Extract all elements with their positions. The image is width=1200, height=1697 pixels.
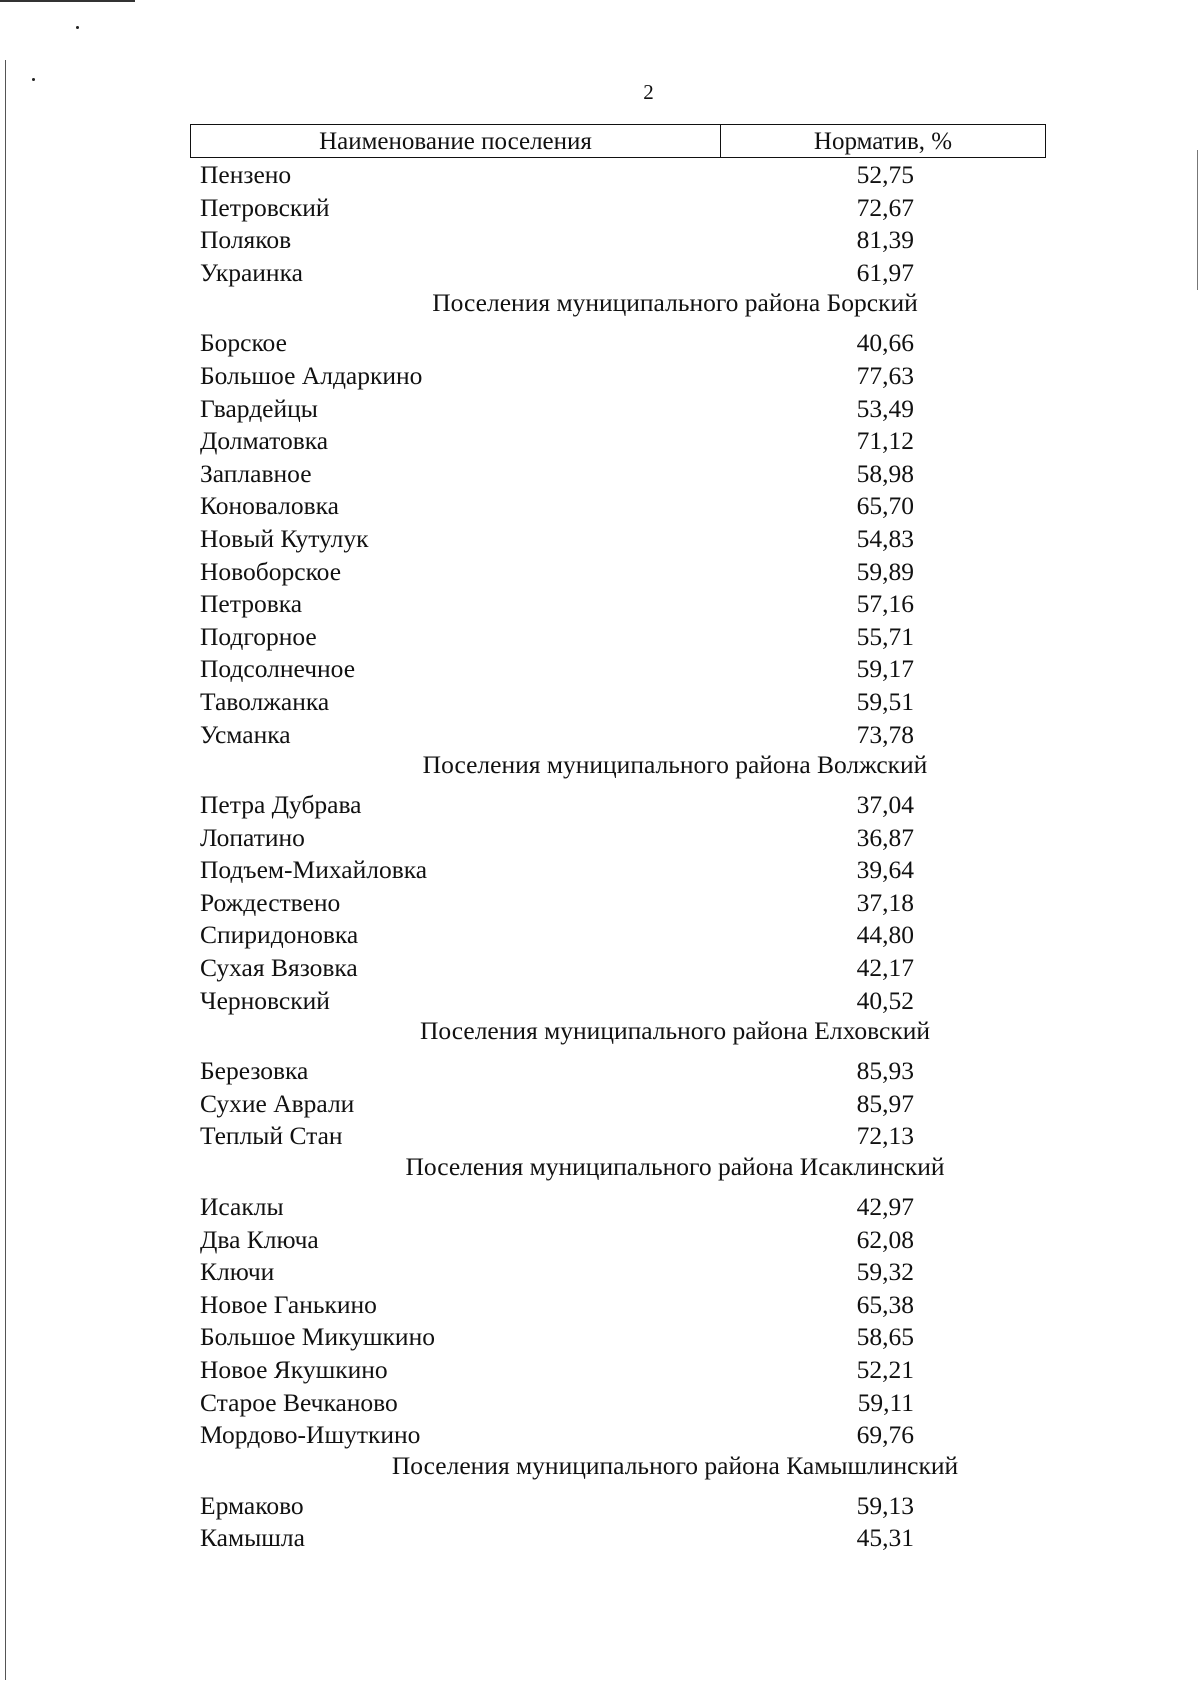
norm-value: 42,17 [856,953,914,983]
settlement-name: Усманка [200,719,291,749]
settlement-name: Петра Дубрава [200,790,362,820]
table-row [0,457,1200,490]
settlement-name: Новое Якушкино [200,1355,388,1384]
norm-value: 65,38 [856,1289,914,1319]
table-row [0,424,1200,457]
table-row [0,1119,1200,1152]
settlement-name: Новое Ганькино [200,1289,377,1319]
table-row [0,326,1200,359]
table-row [0,1418,1200,1451]
norm-value: 58,98 [856,458,914,488]
norm-value: 72,13 [856,1121,914,1151]
table-row [0,489,1200,522]
settlement-name: Ермаково [200,1490,304,1520]
norm-value: 37,18 [856,887,914,917]
district-heading [0,288,1200,326]
table-header [190,124,1046,158]
table-row [0,984,1200,1017]
settlement-name: Гвардейцы [200,393,318,423]
norm-value: 85,97 [856,1088,914,1118]
norm-value: 45,31 [856,1523,914,1553]
table-row [0,918,1200,951]
table-row [0,522,1200,555]
table-row [0,1320,1200,1353]
settlement-name: Старое Вечканово [200,1387,398,1417]
table-row [0,1288,1200,1321]
table-row [0,718,1200,751]
norm-value: 71,12 [856,426,914,456]
table-row [0,1190,1200,1223]
settlement-name: Сухая Вязовка [200,953,358,983]
settlement-name: Исаклы [200,1192,284,1222]
settlement-name: Черновский [200,985,330,1015]
norm-value: 57,16 [856,589,914,619]
table-row [0,1521,1200,1554]
norm-value: 40,66 [856,328,914,358]
district-heading-text: Поселения муниципального района Елховский [419,1016,931,1046]
scan-speck [76,26,79,29]
settlement-name: Сухие Аврали [200,1088,355,1118]
norm-value: 69,76 [856,1420,914,1450]
settlement-name: Подгорное [200,621,317,651]
settlement-name: Заплавное [200,458,312,488]
settlement-name: Новоборское [200,556,342,586]
settlement-name: Поляков [200,225,292,255]
district-heading-text: Поселения муниципального района Волжский [422,750,928,780]
norm-value: 42,97 [856,1192,914,1222]
table-row [0,652,1200,685]
table-row [0,1087,1200,1120]
settlement-name: Подсолнечное [200,654,356,684]
norm-value: 52,21 [856,1355,914,1384]
settlement-name: Теплый Стан [200,1121,343,1151]
norm-value: 36,87 [856,822,914,852]
table-row [0,1223,1200,1256]
settlement-name: Борское [200,328,287,358]
settlement-name: Новый Кутулук [200,523,369,553]
settlement-name: Пензено [200,160,292,189]
table-row [0,886,1200,919]
norm-value: 59,17 [856,654,914,684]
norm-value: 55,71 [856,621,914,651]
settlement-name: Большое Алдаркино [200,360,423,390]
page-number: 2 [643,80,654,104]
table-row [0,1386,1200,1419]
table-row [0,1255,1200,1288]
table-row [0,685,1200,718]
table-row [0,788,1200,821]
table-row [0,223,1200,256]
norm-value: 59,89 [856,556,914,586]
norm-value: 58,65 [856,1322,914,1352]
district-heading [0,1016,1200,1054]
header-settlement-name: Наименование поселения [191,125,721,157]
scan-top-rule [0,0,135,2]
norm-value: 85,93 [856,1056,914,1086]
settlement-name: Большое Микушкино [200,1322,435,1352]
settlement-table-body [0,158,1200,1554]
settlement-name: Коноваловка [200,491,339,521]
district-heading [0,1152,1200,1190]
table-row [0,1054,1200,1087]
table-row [0,256,1200,289]
settlement-name: Украинка [200,257,303,287]
norm-value: 52,75 [856,160,914,189]
norm-value: 39,64 [856,855,914,885]
table-row [0,620,1200,653]
norm-value: 73,78 [856,719,914,749]
settlement-name: Мордово-Ишуткино [200,1420,421,1450]
table-row [0,821,1200,854]
table-row [0,392,1200,425]
settlement-name: Таволжанка [200,686,330,716]
header-norm-percent: Норматив, % [813,127,953,155]
norm-value: 59,11 [857,1387,914,1417]
table-row [0,853,1200,886]
norm-value: 65,70 [856,491,914,521]
norm-value: 62,08 [856,1224,914,1254]
norm-value: 40,52 [856,985,914,1015]
norm-value: 53,49 [856,393,914,423]
norm-value: 54,83 [856,523,914,553]
table-row [0,158,1200,191]
table-row [0,359,1200,392]
settlement-name: Два Ключа [200,1224,319,1254]
district-heading-text: Поселения муниципального района Исаклинский [405,1152,945,1182]
norm-value: 59,13 [856,1490,914,1520]
settlement-name: Рождествено [200,887,341,917]
district-heading [0,750,1200,788]
district-heading-text: Поселения муниципального района Камышлинский [391,1450,959,1480]
district-heading-text: Поселения муниципального района Борский [432,288,918,318]
settlement-name: Лопатино [200,822,305,852]
settlement-name: Петровка [200,589,303,619]
norm-value: 59,32 [856,1257,914,1287]
district-heading [0,1451,1200,1489]
settlement-name: Долматовка [200,426,329,456]
norm-value: 44,80 [856,920,914,950]
norm-value: 72,67 [856,192,914,222]
norm-value: 37,04 [856,790,914,820]
settlement-name: Ключи [200,1257,275,1287]
table-row [0,587,1200,620]
settlement-name: Петровский [200,192,330,222]
norm-value: 81,39 [856,225,914,255]
norm-value: 61,97 [856,257,914,287]
table-row [0,1489,1200,1522]
settlement-name: Спиридоновка [200,920,359,950]
table-row [0,555,1200,588]
settlement-name: Камышла [200,1523,305,1553]
table-row [0,191,1200,224]
settlement-name: Подъем-Михайловка [200,855,428,885]
settlement-name: Березовка [200,1056,309,1086]
norm-value: 59,51 [856,686,914,716]
norm-value: 77,63 [856,360,914,390]
table-row [0,1353,1200,1386]
table-row [0,951,1200,984]
